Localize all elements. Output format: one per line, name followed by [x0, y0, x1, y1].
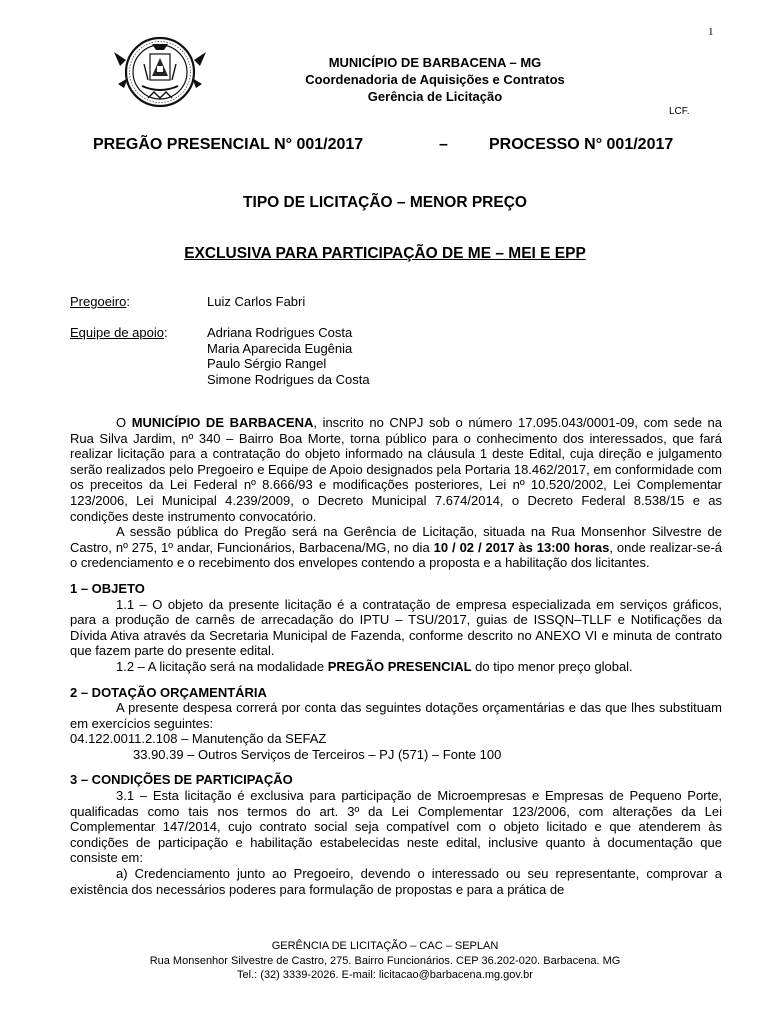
footer-contact: Tel.: (32) 3339-2026. E-mail: licitacao@barbacena.mg.gov.br	[237, 969, 533, 981]
session-date: 10 / 02 / 2017 às 13:00 horas	[433, 539, 610, 555]
header-department: Gerência de Licitação	[367, 89, 503, 104]
session-paragraph: A sessão pública do Pregão será na Gerência de Licitação, situada na Rua Monsenhor Silvestre de Castro, nº 275, 1º andar, Funcionários, Barbacena/MG, no dia 10 / 02 / 2017 às 13:00 horas, onde realizar-se-á o credenciamento e o recebimento dos envelopes contendo a proposta e a habilitação dos licitantes.	[70, 524, 723, 571]
pregoeiro-label: Pregoeiro	[70, 294, 127, 309]
section-2-text: A presente despesa correrá por conta das seguintes dotações orçamentárias e das que lhes substituam em exercícios seguintes:	[70, 700, 722, 731]
municipality-name: MUNICÍPIO DE BARBACENA	[131, 415, 314, 430]
pregoeiro-name: Luiz Carlos Fabri	[207, 294, 306, 309]
bid-type-heading: TIPO DE LICITAÇÃO – MENOR PREÇO	[243, 194, 527, 211]
header-municipality: MUNICÍPIO DE BARBACENA – MG	[328, 55, 542, 70]
support-team-label: Equipe de apoio	[70, 325, 164, 340]
edital-body	[70, 415, 722, 897]
municipal-seal-logo	[112, 34, 208, 110]
intro-paragraph: O MUNICÍPIO DE BARBACENA, inscrito no CNPJ sob o número 17.095.043/0001-09, com sede na Rua Silva Jardim, nº 340 – Bairro Boa Morte, torna público para o conhecimento dos interessados, que fará realizar licitação para a contratação do objeto informado na cláusula 1 deste Edital, cuja direção e julgamento serão realizados pelo Pregoeiro e Equipe de Apoio designados pela Portaria 18.462/2017, em conformidade com os preceitos da Lei Federal nº 8.666/93 e modificações posteriores, Lei nº 10.520/2002, Lei Complementar 123/2006, Lei Municipal 4.239/2009, o Decreto Municipal 7.674/2014, o Decreto Federal 8.538/15 e as condições deste instrumento convocatório.	[70, 415, 722, 524]
team-member: Adriana Rodrigues Costa	[207, 325, 353, 340]
budget-line-2: 33.90.39 – Outros Serviços de Terceiros – PJ (571) – Fonte 100	[133, 746, 502, 762]
header-reference: LCF.	[669, 106, 690, 117]
pregao-number: PREGÃO PRESENCIAL N° 001/2017	[93, 136, 364, 153]
process-number: PROCESSO N° 001/2017	[489, 136, 674, 153]
team-member: Maria Aparecida Eugênia	[207, 340, 353, 356]
section-1-title: 1 – OBJETO	[70, 580, 145, 596]
section-3-a: a) Credenciamento junto ao Pregoeiro, devendo o interessado ou seu representante, comprovar a existência dos necessários poderes para formulação de propostas e para a prática de	[70, 866, 722, 897]
team-member: Simone Rodrigues da Costa	[207, 371, 370, 387]
header-coordination: Coordenadoria de Aquisições e Contratos	[305, 72, 565, 87]
section-2-title: 2 – DOTAÇÃO ORÇAMENTÁRIA	[70, 684, 267, 700]
page-footer	[0, 939, 770, 983]
footer-department: GERÊNCIA DE LICITAÇÃO – CAC – SEPLAN	[271, 940, 499, 952]
budget-line-1: 04.122.0011.2.108 – Manutenção da SEFAZ	[70, 731, 327, 747]
section-1-2: 1.2 – A licitação será na modalidade PREGÃO PRESENCIAL do tipo menor preço global.	[116, 658, 633, 674]
title-separator: –	[439, 136, 448, 153]
footer-address: Rua Monsenhor Silvestre de Castro, 275. Bairro Funcionários. CEP 36.202-020. Barbacena. MG	[149, 954, 621, 967]
page-number: 1	[708, 26, 714, 38]
section-1-1: 1.1 – O objeto da presente licitação é a contratação de empresa especializada em serviços gráficos, para a produção de carnês de arrecadação do IPTU – TSU/2017, guias de ISSQN–TLLF e Notificações da Dívida Ativa através da Secretaria Municipal de Fazenda, conforme descrito no ANEXO VI e minuta de contrato que fazem parte do presente edital.	[70, 596, 722, 659]
exclusive-heading: EXCLUSIVA PARA PARTICIPAÇÃO DE ME – MEI E EPP	[184, 245, 586, 262]
team-member: Paulo Sérgio Rangel	[207, 356, 327, 371]
section-3-1: 3.1 – Esta licitação é exclusiva para participação de Microempresas e Empresas de Pequeno Porte, qualificadas como tais nos termos do art. 3º da Lei Complementar 123/2006, com alterações da Lei Complementar 147/2014, cujo contrato social seja compatível com o objeto licitado e que atenderem às condições de participação e habilitação estabelecidas neste edital, inclusive quanto à documentação que consiste em:	[70, 788, 722, 866]
section-3-title: 3 – CONDIÇÕES DE PARTICIPAÇÃO	[70, 772, 293, 788]
